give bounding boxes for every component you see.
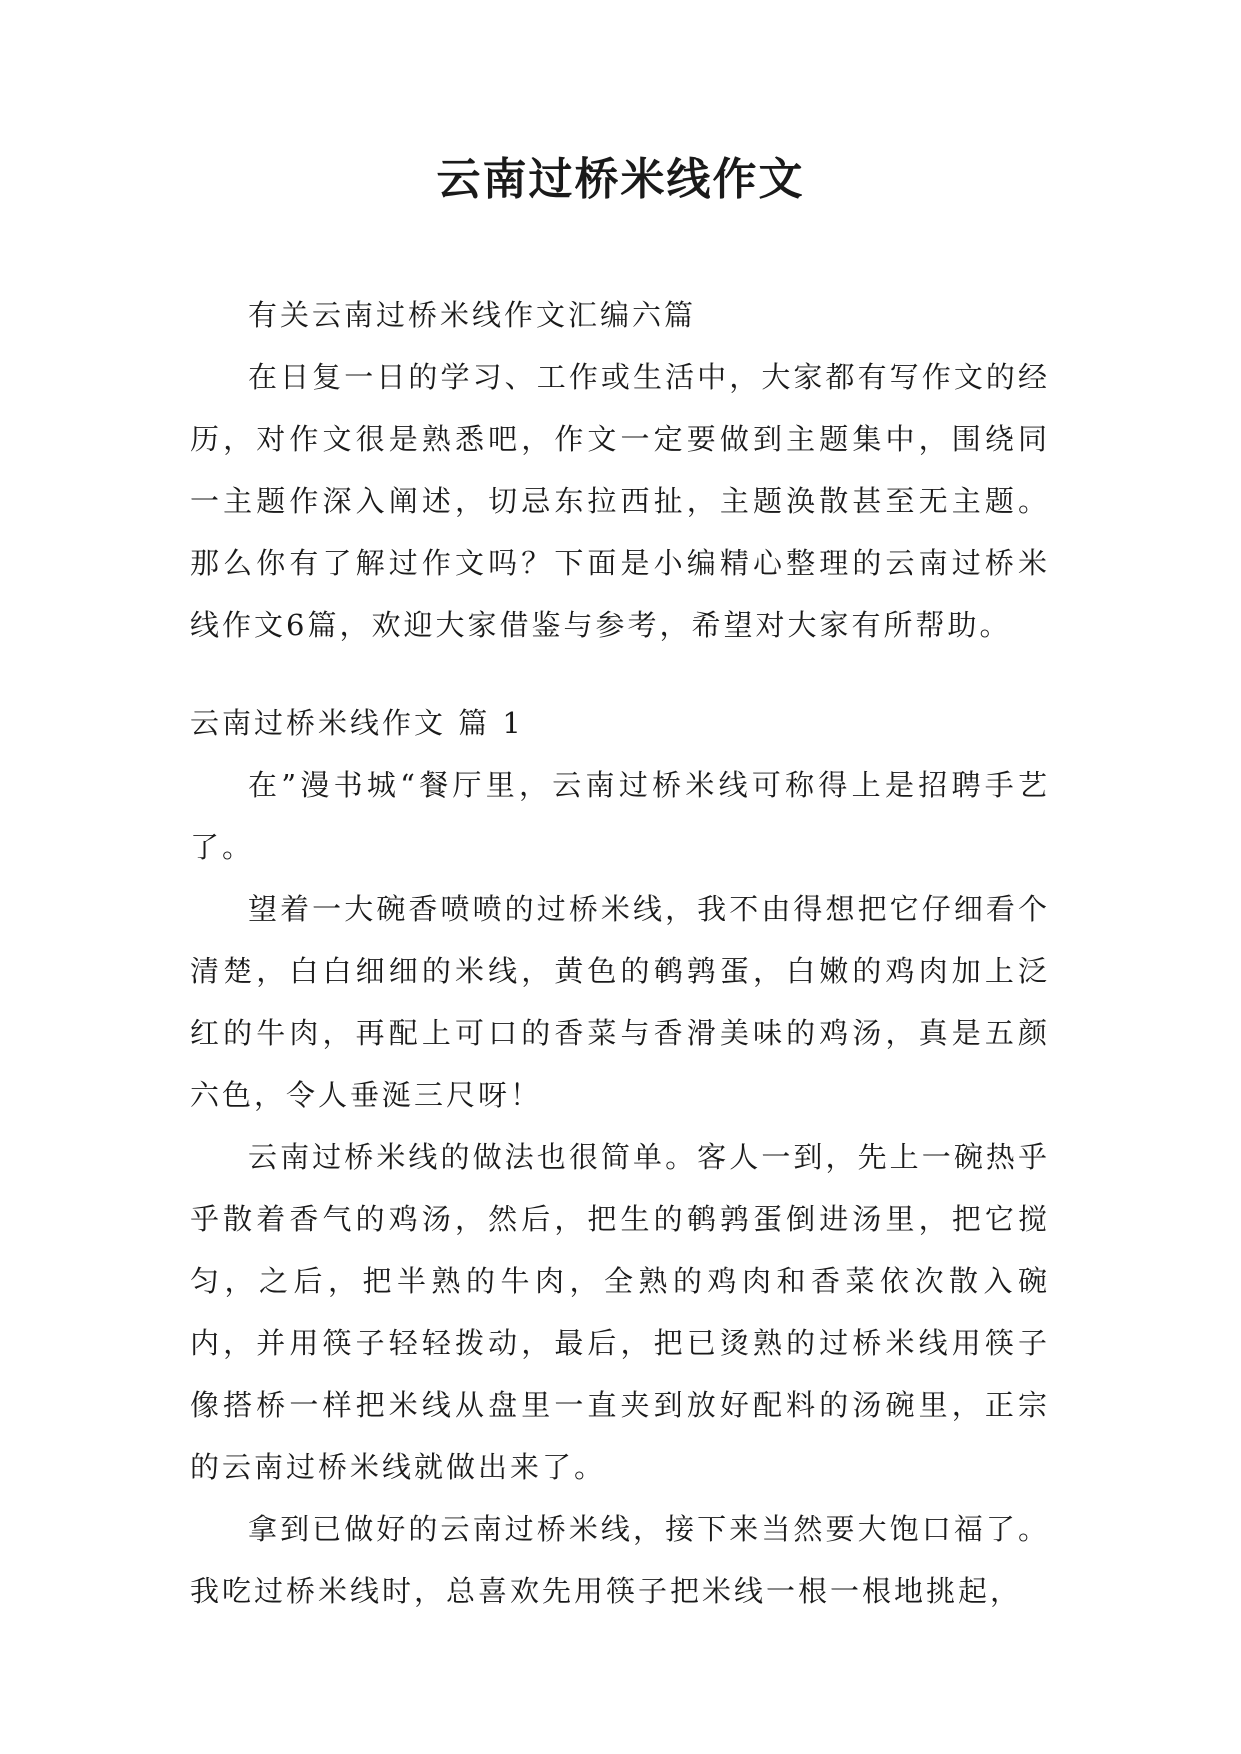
intro-paragraph: 在日复一日的学习、工作或生活中，大家都有写作文的经历，对作文很是熟悉吧，作文一定要做到主题集中，围绕同一主题作深入阐述，切忌东拉西扯，主题涣散甚至无主题。那么你有了解过作文吗？下面是小编精心整理的云南过桥米线作文6篇，欢迎大家借鉴与参考，希望对大家有所帮助。 — [190, 360, 1050, 642]
intro-block — [190, 284, 1050, 656]
section-1 — [190, 692, 1050, 1622]
paragraph-3: 云南过桥米线的做法也很简单。客人一到，先上一碗热乎乎散着香气的鸡汤，然后，把生的鹌鹑蛋倒进汤里，把它搅匀，之后，把半熟的牛肉，全熟的鸡肉和香菜依次散入碗内，并用筷子轻轻拨动，最后，把已烫熟的过桥米线用筷子像搭桥一样把米线从盘里一直夹到放好配料的汤碗里，正宗的云南过桥米线就做出来了。 — [190, 1140, 1050, 1484]
section-heading: 云南过桥米线作文 篇 1 — [190, 706, 524, 740]
paragraph-1: 在”漫书城“餐厅里，云南过桥米线可称得上是招聘手艺了。 — [190, 768, 1050, 864]
document-title: 云南过桥米线作文 — [436, 154, 805, 205]
paragraph-4: 拿到已做好的云南过桥米线，接下来当然要大饱口福了。我吃过桥米线时，总喜欢先用筷子把米线一根一根地挑起， — [190, 1512, 1050, 1608]
document-subtitle: 有关云南过桥米线作文汇编六篇 — [248, 298, 697, 332]
paragraph-2: 望着一大碗香喷喷的过桥米线，我不由得想把它仔细看个清楚，白白细细的米线，黄色的鹌鹑蛋，白嫩的鸡肉加上泛红的牛肉，再配上可口的香菜与香滑美味的鸡汤，真是五颜六色，令人垂涎三尺呀！ — [190, 892, 1050, 1112]
